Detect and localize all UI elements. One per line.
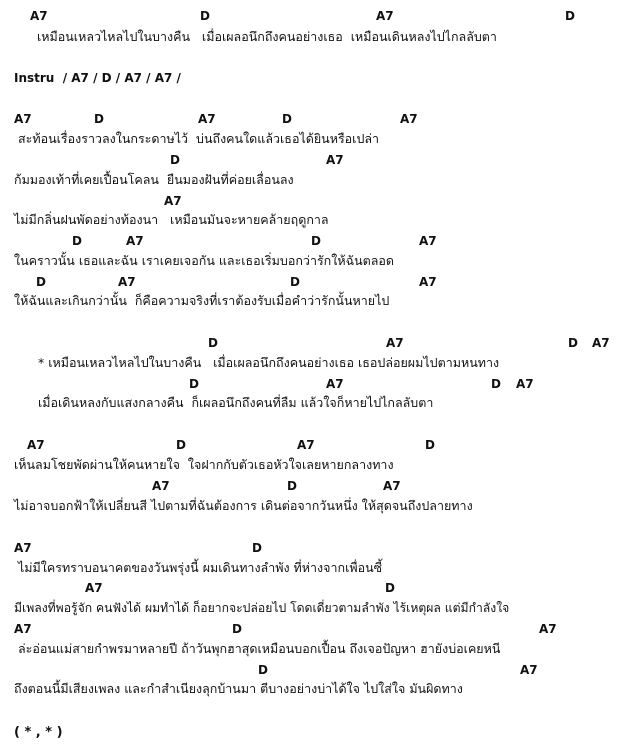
chord: A7 <box>85 581 103 595</box>
instrumental-line: Instru / A7 / D / A7 / A7 / <box>14 71 181 85</box>
chord: A7 <box>376 9 394 23</box>
chord: D <box>170 153 180 167</box>
chord: A7 <box>14 541 32 555</box>
lyric-line: ไม่มีใครทราบอนาคตของวันพรุ่งนี้ ผมเดินทางลำพัง ที่ห่างจากเพื่อนซี้ <box>18 560 383 575</box>
chord: D <box>568 336 578 350</box>
chord: A7 <box>198 112 216 126</box>
chord: A7 <box>326 153 344 167</box>
chord: D <box>385 581 395 595</box>
chord: A7 <box>592 336 610 350</box>
chord: D <box>311 234 321 248</box>
repeat-marker: ( * , * ) <box>14 725 63 740</box>
chord: A7 <box>118 275 136 289</box>
chord: A7 <box>152 479 170 493</box>
lyric-line: ไม่อาจบอกฟ้าให้เปลี่ยนสี ไปตามที่ฉันต้องการ เดินต่อจากวันหนึ่ง ให้สุดจนถึงปลายทาง <box>14 498 473 513</box>
lyric-line: ล่ะอ่อนแม่สายกำพรมาหลายปี ถ้าวันพุกฮาสุดเหมือนบอกเปื้อน ถึงเจอปัญหา ฮายังบ่อเคยหนี <box>18 641 501 656</box>
chord: A7 <box>297 438 315 452</box>
chord: D <box>425 438 435 452</box>
lyric-line: ถึงตอนนี้มีเสียงเพลง และกำสำเนียงลุกบ้านมา ตีบางอย่างบ่าได้ใจ ไปใส่ใจ มันผิดทาง <box>14 681 463 696</box>
chord: D <box>565 9 575 23</box>
chord: D <box>232 622 242 636</box>
lyric-line: เมื่อเดินหลงกับแสงกลางคืน ก็เผลอนึกถึงคนที่ลืม แล้วใจก็หายไปไกลลับตา <box>38 395 434 410</box>
chord: A7 <box>386 336 404 350</box>
chord: A7 <box>400 112 418 126</box>
lyric-line: * เหมือนเหลวไหลไปในบางคืน เมื่อเผลอนึกถึงคนอย่างเธอ เธอปล่อยผมไปตามหนทาง <box>38 355 500 370</box>
chord: D <box>36 275 46 289</box>
lyric-line: ในคราวนั้น เธอและฉัน เราเคยเจอกัน และเธอเริ่มบอกว่ารักให้ฉันตลอด <box>14 253 395 268</box>
chord: A7 <box>14 622 32 636</box>
chord: A7 <box>539 622 557 636</box>
lyric-line: มีเพลงที่พอรู้จัก คนฟังได้ ผมทำได้ ก็อยากจะปล่อยไป โดดเดี่ยวตามลำพัง ไร้เหตุผล แต่มีกำลังใจ <box>14 601 510 615</box>
chord: D <box>287 479 297 493</box>
chord: D <box>252 541 262 555</box>
chord: A7 <box>326 377 344 391</box>
chord: D <box>258 663 268 677</box>
lyric-line: เห็นลมโชยพัดผ่านให้คนหายใจ ใจฝากกับตัวเธอหัวใจเลยหายกลางทาง <box>14 457 394 472</box>
chord: A7 <box>383 479 401 493</box>
lyric-line: ไม่มีกลิ่นฝนพัดอย่างท้องนา เหมือนมันจะหายคล้ายฤดูกาล <box>14 212 329 227</box>
chord: A7 <box>516 377 534 391</box>
lyric-line: สะท้อนเรื่องราวลงในกระดาษไว้ บ่นถึงคนใดแล้วเธอได้ยินหรือเปล่า <box>18 131 380 146</box>
chord: D <box>189 377 199 391</box>
chord: A7 <box>30 9 48 23</box>
lyric-line: ให้ฉันและเกินกว่านั้น ก็คือความจริงที่เราต้องรับเมื่อคำว่ารักนั้นหายไป <box>14 293 390 308</box>
chord: A7 <box>419 275 437 289</box>
chord: D <box>176 438 186 452</box>
lyric-line: ก้มมองเท้าที่เคยเปื้อนโคลน ยืนมองฝันที่ค่อยเลื่อนลง <box>14 172 294 187</box>
chord: A7 <box>164 194 182 208</box>
chord: D <box>491 377 501 391</box>
chord: A7 <box>14 112 32 126</box>
lyric-line: เหมือนเหลวไหลไปในบางคืน เมื่อเผลอนึกถึงคนอย่างเธอ เหมือนเดินหลงไปไกลลับตา <box>37 29 497 44</box>
chord: D <box>208 336 218 350</box>
chord: A7 <box>126 234 144 248</box>
chord: A7 <box>419 234 437 248</box>
chord: A7 <box>520 663 538 677</box>
chord: D <box>72 234 82 248</box>
chord: D <box>290 275 300 289</box>
chord: D <box>94 112 104 126</box>
chord: D <box>282 112 292 126</box>
chord: D <box>200 9 210 23</box>
chord: A7 <box>27 438 45 452</box>
